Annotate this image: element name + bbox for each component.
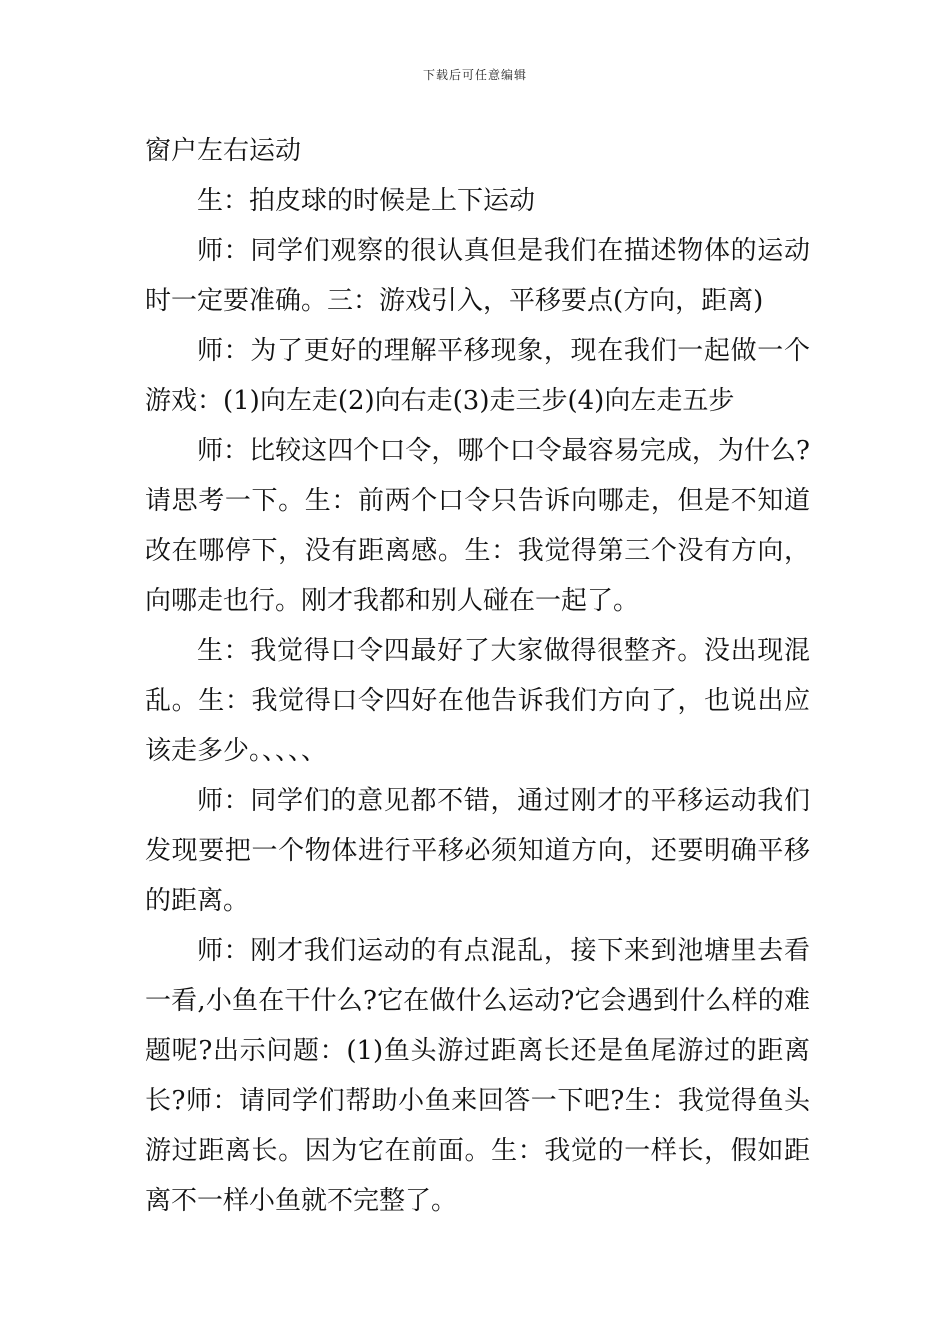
paragraph-2: 生：拍皮球的时候是上下运动 (197, 186, 536, 216)
document-body (145, 126, 810, 1226)
paragraph-1: 窗户左右运动 (145, 136, 302, 166)
paragraph-5: 师：比较这四个口令，哪个口令最容易完成，为什么?请思考一下。生：前两个口令只告诉向哪走，但是不知道改在哪停下，没有距离感。生：我觉得第三个没有方向，向哪走也行。刚才我都和别人碰在一起了。 (145, 436, 810, 616)
paragraph-8: 师：刚才我们运动的有点混乱，接下来到池塘里去看一看,小鱼在干什么?它在做什么运动?它会遇到什么样的难题呢?出示问题：(1)鱼头游过距离长还是鱼尾游过的距离长?师：请同学们帮助小鱼来回答一下吧?生：我觉得鱼头游过距离长。因为它在前面。生：我觉的一样长，假如距离不一样小鱼就不完整了。 (145, 936, 810, 1216)
page-header: 下载后可任意编辑 (422, 68, 527, 82)
paragraph-3: 师：同学们观察的很认真但是我们在描述物体的运动时一定要准确。三：游戏引入，平移要点(方向，距离) (145, 236, 810, 316)
paragraph-4: 师：为了更好的理解平移现象，现在我们一起做一个游戏：(1)向左走(2)向右走(3)走三步(4)向左走五步 (145, 336, 810, 416)
paragraph-6: 生：我觉得口令四最好了大家做得很整齐。没出现混乱。生：我觉得口令四好在他告诉我们方向了，也说出应该走多少。、、、、 (145, 636, 810, 766)
paragraph-7: 师：同学们的意见都不错，通过刚才的平移运动我们发现要把一个物体进行平移必须知道方向，还要明确平移的距离。 (145, 786, 810, 916)
